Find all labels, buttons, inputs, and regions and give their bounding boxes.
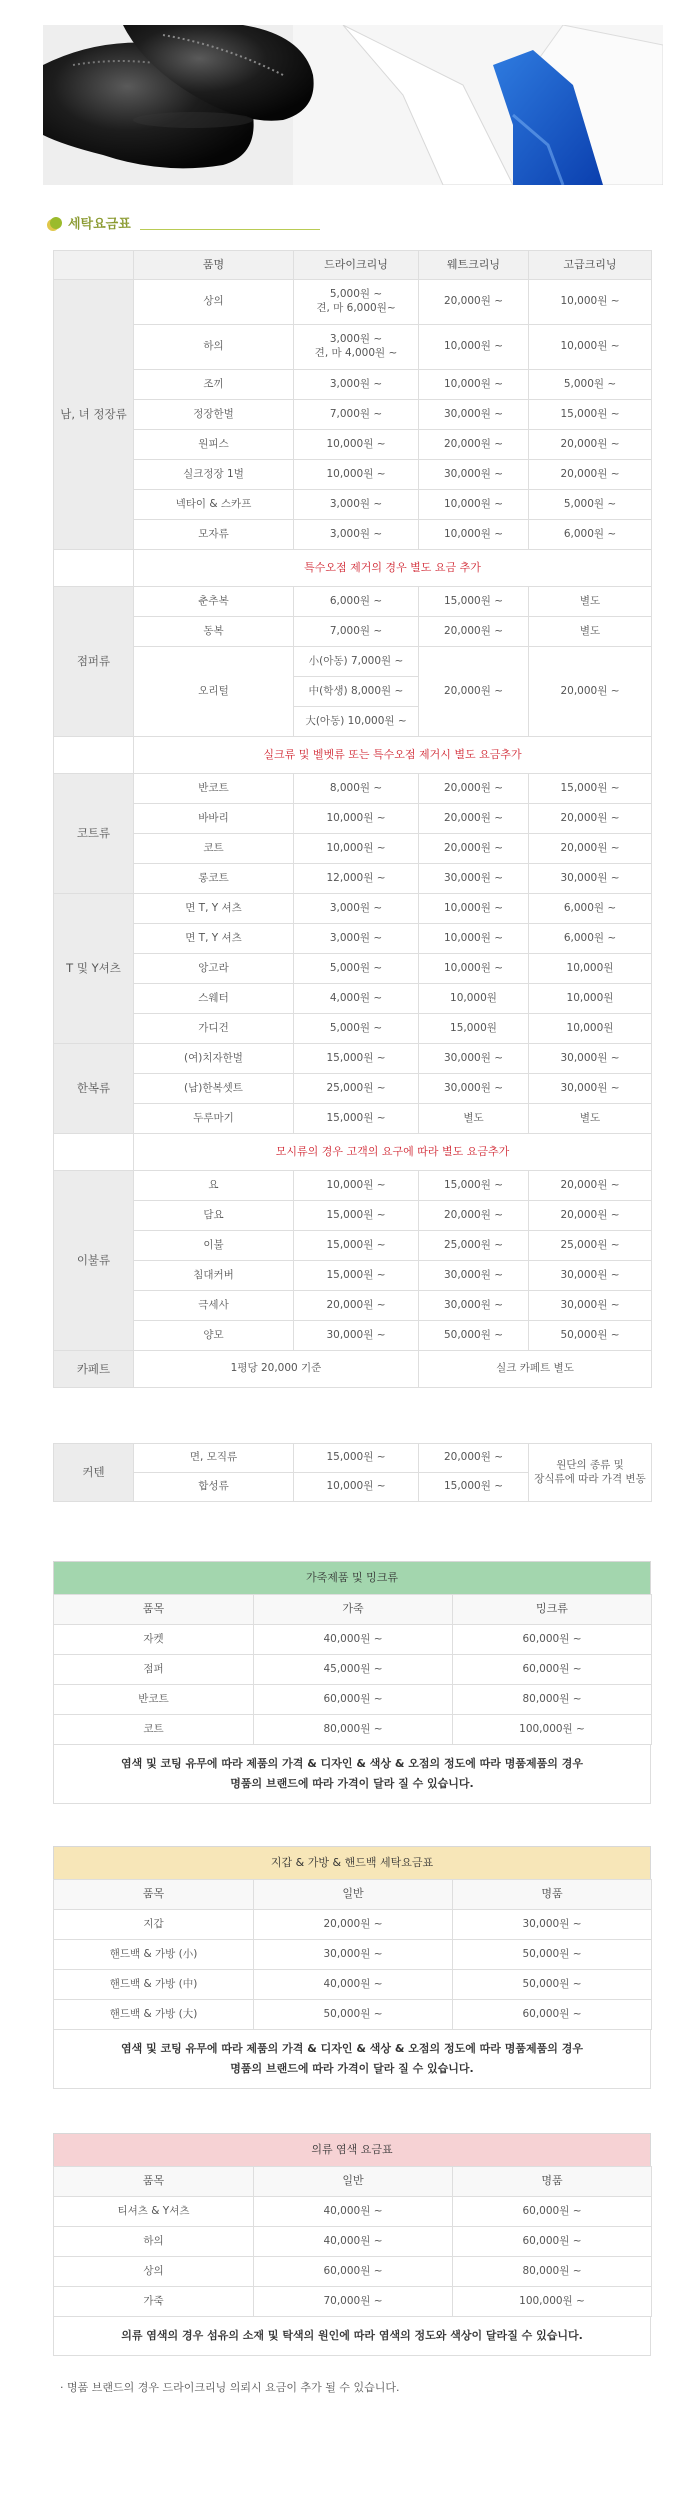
table-row <box>54 2197 652 2227</box>
item-name: 티셔츠 & Y셔츠 <box>54 2197 254 2227</box>
table-header-row <box>54 251 652 280</box>
price-wet: 10,000원 ~ <box>419 894 529 924</box>
item-name: 춘추복 <box>134 587 294 617</box>
table-header-row <box>54 2167 652 2197</box>
item-name: 조끼 <box>134 370 294 400</box>
group-jumper: 점퍼류 <box>54 587 134 737</box>
dye-title: 의류 염색 요금표 <box>53 2133 651 2166</box>
price: 60,000원 ~ <box>254 2257 453 2287</box>
price-dry: 3,000원 ~ <box>294 490 419 520</box>
table-row <box>54 924 652 954</box>
price-wet: 10,000원 ~ <box>419 520 529 550</box>
table-row <box>54 894 652 924</box>
item-name: 핸드백 & 가방 (小) <box>54 1940 254 1970</box>
price: 40,000원 ~ <box>254 2197 453 2227</box>
price: 60,000원 ~ <box>453 2000 652 2030</box>
section-title: 세탁요금표 <box>68 217 131 232</box>
price-premium: 6,000원 ~ <box>529 894 652 924</box>
price-premium: 20,000원 ~ <box>529 834 652 864</box>
header-luxury: 명품 <box>453 1880 652 1910</box>
price: 40,000원 ~ <box>254 1625 453 1655</box>
price-dry: 7,000원 ~ <box>294 617 419 647</box>
table-row <box>54 1655 652 1685</box>
table-row <box>54 1044 652 1074</box>
price-premium: 25,000원 ~ <box>529 1231 652 1261</box>
table-row <box>54 280 652 325</box>
item-name: 하의 <box>134 325 294 370</box>
item-name: 핸드백 & 가방 (中) <box>54 1970 254 2000</box>
price-dry: 中(학생) 8,000원 ~ <box>294 677 419 707</box>
price-dry: 15,000원 ~ <box>294 1444 419 1473</box>
price-dry: 10,000원 ~ <box>294 834 419 864</box>
price-premium: 30,000원 ~ <box>529 1291 652 1321</box>
header-normal: 일반 <box>254 2167 453 2197</box>
price-wet: 20,000원 ~ <box>419 430 529 460</box>
price-wet: 10,000원 ~ <box>419 924 529 954</box>
price-wet: 30,000원 ~ <box>419 864 529 894</box>
table-row <box>54 1201 652 1231</box>
price-wet: 30,000원 ~ <box>419 460 529 490</box>
price-wet: 20,000원 ~ <box>419 617 529 647</box>
group-curtain: 커텐 <box>54 1444 134 1502</box>
price-dry: 10,000원 ~ <box>294 1171 419 1201</box>
item-name: 담요 <box>134 1201 294 1231</box>
table-row <box>54 984 652 1014</box>
group-coat: 코트류 <box>54 774 134 894</box>
price-dry: 15,000원 ~ <box>294 1104 419 1134</box>
table-row <box>54 1074 652 1104</box>
table-row <box>54 2227 652 2257</box>
price-premium: 별도 <box>529 587 652 617</box>
item-name: (남)한복셋트 <box>134 1074 294 1104</box>
price-dry: 8,000원 ~ <box>294 774 419 804</box>
price-dry: 3,000원 ~ 견, 마 4,000원 ~ <box>294 325 419 370</box>
dye-footer: 의류 염색의 경우 섬유의 소재 및 탁색의 원인에 따라 염색의 정도와 색상이 달라질 수 있습니다. <box>53 2317 651 2356</box>
item-name: 자켓 <box>54 1625 254 1655</box>
price-dry: 6,000원 ~ <box>294 587 419 617</box>
price: 60,000원 ~ <box>254 1685 453 1715</box>
price: 30,000원 ~ <box>453 1910 652 1940</box>
laundry-price-table <box>53 250 652 1388</box>
price-premium: 20,000원 ~ <box>529 1171 652 1201</box>
item-name: 넥타이 & 스카프 <box>134 490 294 520</box>
item-name: 반코트 <box>134 774 294 804</box>
header-normal: 일반 <box>254 1880 453 1910</box>
price-dry: 3,000원 ~ <box>294 924 419 954</box>
price-premium: 6,000원 ~ <box>529 924 652 954</box>
price-wet: 20,000원 ~ <box>419 1201 529 1231</box>
note-row <box>54 1134 652 1171</box>
table-row <box>54 1351 652 1388</box>
item-name: 가죽 <box>54 2287 254 2317</box>
item-name: 핸드백 & 가방 (大) <box>54 2000 254 2030</box>
price: 50,000원 ~ <box>254 2000 453 2030</box>
price-premium: 30,000원 ~ <box>529 1044 652 1074</box>
table-header-row <box>54 1880 652 1910</box>
table-row <box>54 864 652 894</box>
bags-table <box>53 1879 652 2030</box>
table-row <box>54 2257 652 2287</box>
item-name: 극세사 <box>134 1291 294 1321</box>
price: 40,000원 ~ <box>254 2227 453 2257</box>
group-hanbok: 한복류 <box>54 1044 134 1134</box>
price-premium: 15,000원 ~ <box>529 774 652 804</box>
curtain-price-table <box>53 1443 652 1502</box>
table-row <box>54 370 652 400</box>
price-dry: 15,000원 ~ <box>294 1201 419 1231</box>
price-wet: 50,000원 ~ <box>419 1321 529 1351</box>
price-dry: 3,000원 ~ <box>294 894 419 924</box>
price-wet: 30,000원 ~ <box>419 1261 529 1291</box>
item-name: 정장한벌 <box>134 400 294 430</box>
table-row <box>54 804 652 834</box>
table-row <box>54 1171 652 1201</box>
group-carpet: 카페트 <box>54 1351 134 1388</box>
note-row <box>54 737 652 774</box>
bags-title: 지갑 & 가방 & 핸드백 세탁요금표 <box>53 1846 651 1879</box>
group-bedding: 이불류 <box>54 1171 134 1351</box>
note-stain: 특수오점 제거의 경우 별도 요금 추가 <box>134 550 652 587</box>
price-premium: 15,000원 ~ <box>529 400 652 430</box>
table-row <box>54 2000 652 2030</box>
table-row <box>54 1321 652 1351</box>
table-row <box>54 1104 652 1134</box>
item-name: 양모 <box>134 1321 294 1351</box>
price-dry: 3,000원 ~ <box>294 520 419 550</box>
item-name: 스웨터 <box>134 984 294 1014</box>
price-premium: 10,000원 <box>529 984 652 1014</box>
table-row <box>54 647 652 677</box>
table-row <box>54 325 652 370</box>
item-name: 코트 <box>54 1715 254 1745</box>
price-premium: 50,000원 ~ <box>529 1321 652 1351</box>
price-dry: 5,000원 ~ 견, 마 6,000원~ <box>294 280 419 325</box>
price-wet: 15,000원 ~ <box>419 1171 529 1201</box>
item-name: 반코트 <box>54 1685 254 1715</box>
price-premium: 5,000원 ~ <box>529 490 652 520</box>
price-premium: 20,000원 ~ <box>529 1201 652 1231</box>
header-item: 품목 <box>54 1595 254 1625</box>
price-wet: 20,000원 ~ <box>419 647 529 737</box>
carpet-silk-note: 실크 카페트 별도 <box>419 1351 652 1388</box>
price: 60,000원 ~ <box>453 2197 652 2227</box>
price: 60,000원 ~ <box>453 1625 652 1655</box>
price-dry: 15,000원 ~ <box>294 1044 419 1074</box>
price-wet: 20,000원 ~ <box>419 834 529 864</box>
table-row <box>54 1291 652 1321</box>
price-dry: 3,000원 ~ <box>294 370 419 400</box>
item-name: 면, 모직류 <box>134 1444 294 1473</box>
note-silk: 실크류 및 벨벳류 또는 특수오점 제거시 별도 요금추가 <box>134 737 652 774</box>
price-dry: 20,000원 ~ <box>294 1291 419 1321</box>
bullet-icon <box>50 217 62 229</box>
price-premium: 20,000원 ~ <box>529 647 652 737</box>
item-name: 동복 <box>134 617 294 647</box>
price-wet: 20,000원 ~ <box>419 1444 529 1473</box>
price-dry: 小(아동) 7,000원 ~ <box>294 647 419 677</box>
leather-price-box <box>53 1561 651 1804</box>
price-premium: 별도 <box>529 1104 652 1134</box>
hero-banner-image <box>43 25 663 185</box>
table-row <box>54 1261 652 1291</box>
price-premium: 6,000원 ~ <box>529 520 652 550</box>
price-dry: 25,000원 ~ <box>294 1074 419 1104</box>
price-wet: 30,000원 ~ <box>419 1291 529 1321</box>
item-name: 지갑 <box>54 1910 254 1940</box>
note-ramie: 모시류의 경우 고객의 요구에 따라 별도 요금추가 <box>134 1134 652 1171</box>
price-wet: 30,000원 ~ <box>419 400 529 430</box>
price-dry: 5,000원 ~ <box>294 1014 419 1044</box>
item-name: 앙고라 <box>134 954 294 984</box>
item-name: 상의 <box>54 2257 254 2287</box>
price-dry: 10,000원 ~ <box>294 804 419 834</box>
price: 100,000원 ~ <box>453 2287 652 2317</box>
footnote: · 명품 브랜드의 경우 드라이크리닝 의뢰시 요금이 추가 될 수 있습니다. <box>60 2381 400 2394</box>
price-premium: 별도 <box>529 617 652 647</box>
price-wet: 30,000원 ~ <box>419 1074 529 1104</box>
item-name: 면 T, Y 셔츠 <box>134 924 294 954</box>
price-wet: 15,000원 ~ <box>419 1473 529 1502</box>
table-row <box>54 954 652 984</box>
price: 80,000원 ~ <box>254 1715 453 1745</box>
price-dry: 10,000원 ~ <box>294 460 419 490</box>
table-row <box>54 1940 652 1970</box>
price: 80,000원 ~ <box>453 1685 652 1715</box>
price-dry: 10,000원 ~ <box>294 1473 419 1502</box>
dye-table <box>53 2166 652 2317</box>
price-wet: 15,000원 <box>419 1014 529 1044</box>
curtain-note: 원단의 종류 및 장식류에 따라 가격 변동 <box>529 1444 652 1502</box>
item-name: 상의 <box>134 280 294 325</box>
header-item: 품명 <box>134 251 294 280</box>
price: 100,000원 ~ <box>453 1715 652 1745</box>
table-row <box>54 834 652 864</box>
price-wet: 10,000원 ~ <box>419 325 529 370</box>
title-underline <box>140 229 320 230</box>
price-wet: 20,000원 ~ <box>419 280 529 325</box>
header-dry: 드라이크리닝 <box>294 251 419 280</box>
section-heading <box>50 213 131 232</box>
price: 40,000원 ~ <box>254 1970 453 2000</box>
price-premium: 5,000원 ~ <box>529 370 652 400</box>
item-name: 하의 <box>54 2227 254 2257</box>
header-mink: 밍크류 <box>453 1595 652 1625</box>
price: 45,000원 ~ <box>254 1655 453 1685</box>
price-premium: 30,000원 ~ <box>529 1074 652 1104</box>
header-premium: 고급크리닝 <box>529 251 652 280</box>
price-wet: 20,000원 ~ <box>419 774 529 804</box>
header-wet: 웨트크리닝 <box>419 251 529 280</box>
price-dry: 5,000원 ~ <box>294 954 419 984</box>
price: 60,000원 ~ <box>453 1655 652 1685</box>
item-name: 침대커버 <box>134 1261 294 1291</box>
price-wet: 10,000원 <box>419 984 529 1014</box>
item-name: 코트 <box>134 834 294 864</box>
group-suits: 남, 녀 정장류 <box>54 280 134 550</box>
price-wet: 20,000원 ~ <box>419 804 529 834</box>
price-wet: 10,000원 ~ <box>419 490 529 520</box>
item-name: 오리털 <box>134 647 294 737</box>
bag-price-box <box>53 1846 651 2089</box>
price: 20,000원 ~ <box>254 1910 453 1940</box>
price-dry: 大(아동) 10,000원 ~ <box>294 707 419 737</box>
table-row <box>54 1231 652 1261</box>
header-empty <box>54 251 134 280</box>
price-premium: 20,000원 ~ <box>529 804 652 834</box>
table-row <box>54 1444 652 1473</box>
table-header-row <box>54 1595 652 1625</box>
group-shirts: T 및 Y셔츠 <box>54 894 134 1044</box>
price-premium: 10,000원 ~ <box>529 280 652 325</box>
table-row <box>54 1014 652 1044</box>
table-row <box>54 1715 652 1745</box>
note-row <box>54 550 652 587</box>
header-item: 품목 <box>54 2167 254 2197</box>
item-name: 롱코트 <box>134 864 294 894</box>
price-premium: 10,000원 ~ <box>529 325 652 370</box>
leather-footer: 염색 및 코팅 유무에 따라 제품의 가격 & 디자인 & 색상 & 오점의 정도에 따라 명품제품의 경우 명품의 브랜드에 따라 가격이 달라 질 수 있습니다. <box>53 1745 651 1804</box>
dye-price-box <box>53 2133 651 2356</box>
price-dry: 30,000원 ~ <box>294 1321 419 1351</box>
item-name: 요 <box>134 1171 294 1201</box>
table-row <box>54 460 652 490</box>
price: 70,000원 ~ <box>254 2287 453 2317</box>
price-wet: 10,000원 ~ <box>419 954 529 984</box>
price-dry: 7,000원 ~ <box>294 400 419 430</box>
table-row <box>54 2287 652 2317</box>
price-dry: 12,000원 ~ <box>294 864 419 894</box>
item-name: 면 T, Y 셔츠 <box>134 894 294 924</box>
price-wet: 15,000원 ~ <box>419 587 529 617</box>
item-name: 합성류 <box>134 1473 294 1502</box>
price-premium: 20,000원 ~ <box>529 460 652 490</box>
bags-footer: 염색 및 코팅 유무에 따라 제품의 가격 & 디자인 & 색상 & 오점의 정도에 따라 명품제품의 경우 명품의 브랜드에 따라 가격이 달라 질 수 있습니다. <box>53 2030 651 2089</box>
carpet-price: 1평당 20,000 기준 <box>134 1351 419 1388</box>
price-wet: 10,000원 ~ <box>419 370 529 400</box>
table-row <box>54 1910 652 1940</box>
item-name: 실크정장 1벌 <box>134 460 294 490</box>
price-premium: 10,000원 <box>529 1014 652 1044</box>
table-row <box>54 617 652 647</box>
price: 50,000원 ~ <box>453 1940 652 1970</box>
header-luxury: 명품 <box>453 2167 652 2197</box>
table-row <box>54 774 652 804</box>
price: 50,000원 ~ <box>453 1970 652 2000</box>
price-wet: 30,000원 ~ <box>419 1044 529 1074</box>
header-leather: 가죽 <box>254 1595 453 1625</box>
table-row <box>54 1970 652 2000</box>
table-row <box>54 1625 652 1655</box>
header-item: 품목 <box>54 1880 254 1910</box>
table-row <box>54 1685 652 1715</box>
table-row <box>54 587 652 617</box>
item-name: 모자류 <box>134 520 294 550</box>
price: 60,000원 ~ <box>453 2227 652 2257</box>
price-dry: 15,000원 ~ <box>294 1231 419 1261</box>
price-dry: 15,000원 ~ <box>294 1261 419 1291</box>
table-row <box>54 490 652 520</box>
table-row <box>54 400 652 430</box>
item-name: (여)치자한벌 <box>134 1044 294 1074</box>
price-wet: 25,000원 ~ <box>419 1231 529 1261</box>
price-premium: 30,000원 ~ <box>529 864 652 894</box>
price-wet: 별도 <box>419 1104 529 1134</box>
price: 30,000원 ~ <box>254 1940 453 1970</box>
item-name: 이불 <box>134 1231 294 1261</box>
item-name: 두루마기 <box>134 1104 294 1134</box>
item-name: 가디건 <box>134 1014 294 1044</box>
price: 80,000원 ~ <box>453 2257 652 2287</box>
price-dry: 4,000원 ~ <box>294 984 419 1014</box>
item-name: 원피스 <box>134 430 294 460</box>
price-premium: 30,000원 ~ <box>529 1261 652 1291</box>
item-name: 바바리 <box>134 804 294 834</box>
price-dry: 10,000원 ~ <box>294 430 419 460</box>
table-row <box>54 430 652 460</box>
price-premium: 10,000원 <box>529 954 652 984</box>
price-premium: 20,000원 ~ <box>529 430 652 460</box>
table-row <box>54 520 652 550</box>
leather-table <box>53 1594 652 1745</box>
leather-title: 가죽제품 및 밍크류 <box>53 1561 651 1594</box>
item-name: 점퍼 <box>54 1655 254 1685</box>
